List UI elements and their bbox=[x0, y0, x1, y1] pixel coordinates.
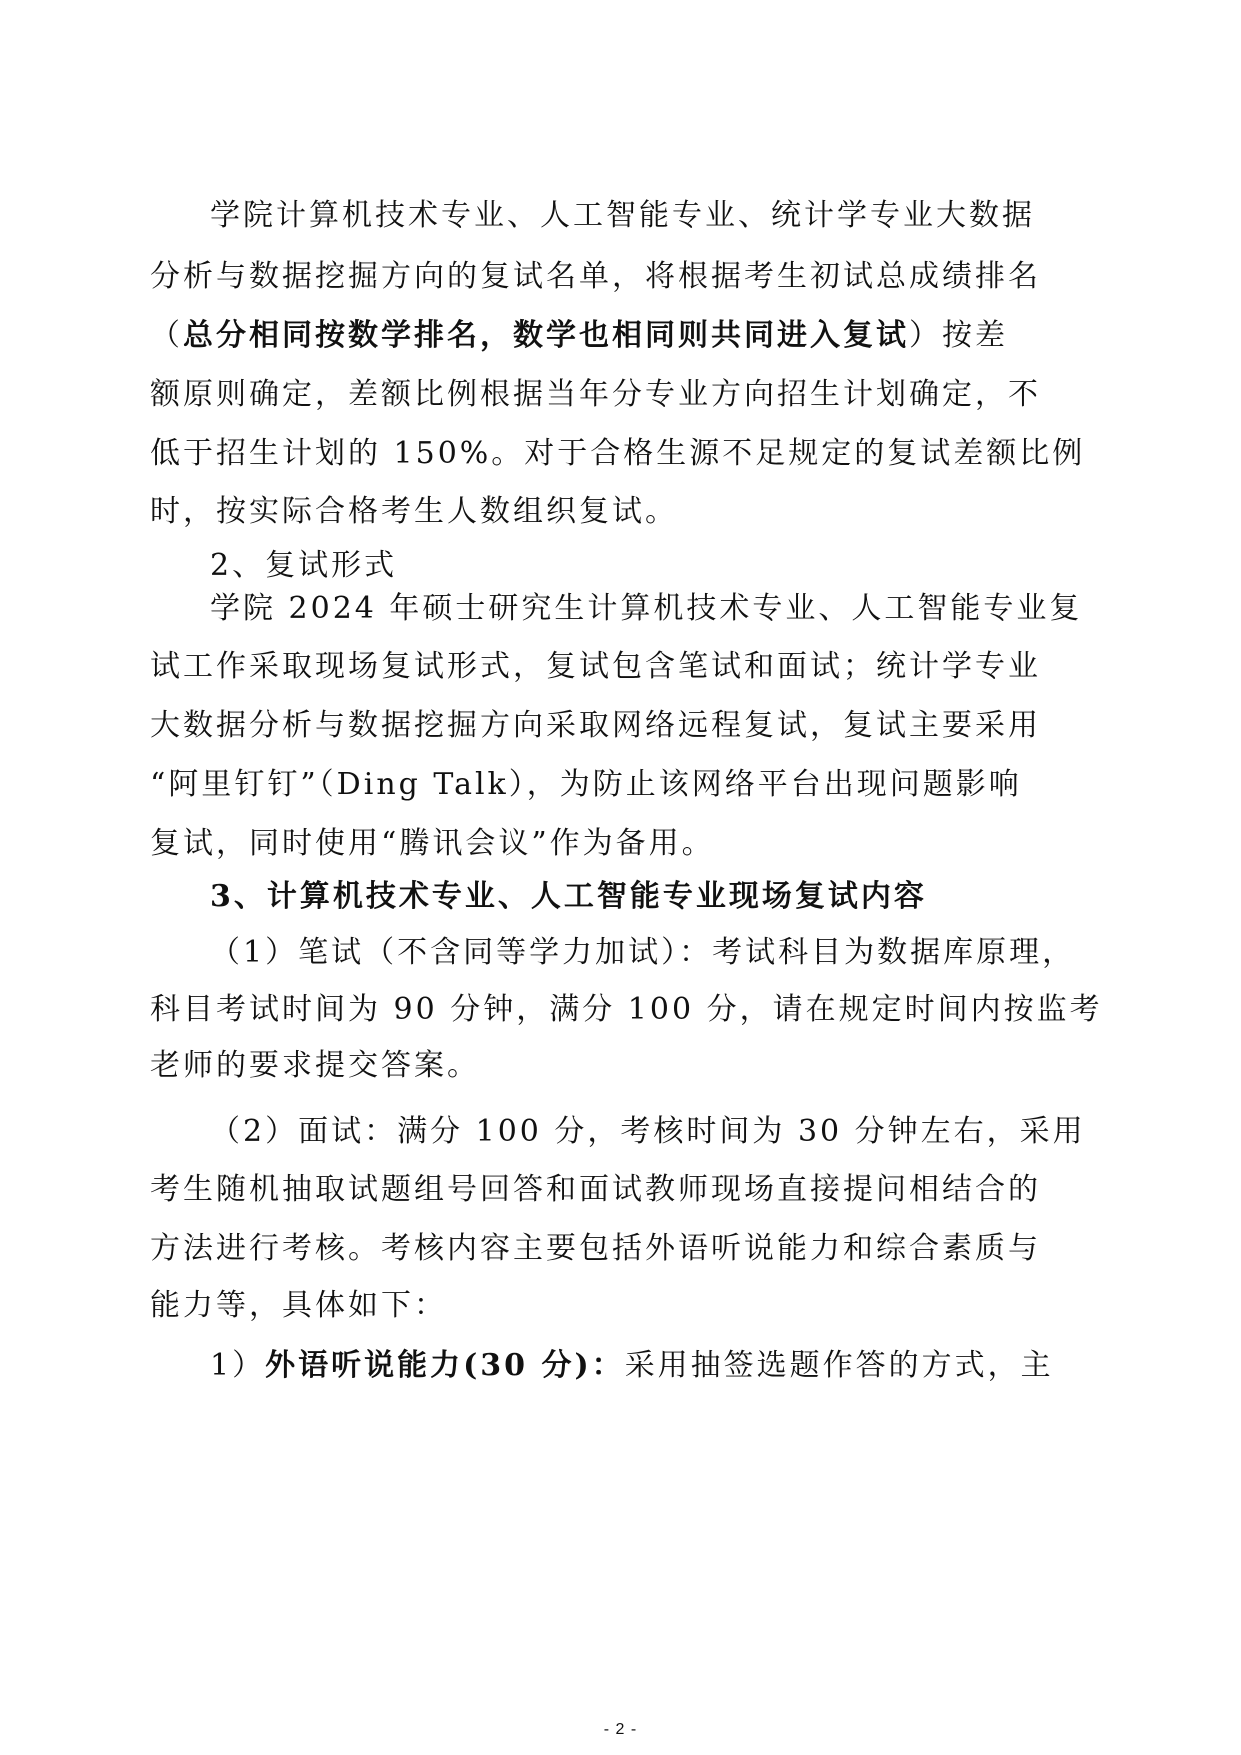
bold-rule-text: 总分相同按数学排名，数学也相同则共同进入复试 bbox=[183, 318, 909, 353]
written-exam-line3: 老师的要求提交答案。 bbox=[150, 1048, 480, 1083]
item1-bold-title: 外语听说能力(30 分)： bbox=[265, 1348, 625, 1383]
section2-heading: 2、复试形式 bbox=[210, 548, 398, 583]
item1-prefix: 1） bbox=[210, 1348, 266, 1383]
item1-line bbox=[210, 1346, 1054, 1386]
paragraph1-line3 bbox=[150, 316, 1008, 356]
interview-line1: （2）面试：满分 100 分，考核时间为 30 分钟左右，采用 bbox=[210, 1114, 1086, 1149]
paren-close-text: ）按差 bbox=[909, 318, 1008, 353]
interview-line4: 能力等，具体如下： bbox=[150, 1288, 447, 1323]
paragraph1-line6: 时，按实际合格考生人数组织复试。 bbox=[150, 494, 678, 529]
page-number: - 2 - bbox=[603, 1721, 638, 1738]
section3-heading: 3、计算机技术专业、人工智能专业现场复试内容 bbox=[210, 879, 927, 914]
paren-open: （ bbox=[150, 318, 183, 353]
section2-line2: 试工作采取现场复试形式，复试包含笔试和面试；统计学专业 bbox=[150, 649, 1041, 684]
written-exam-line1: （1）笔试（不含同等学力加试）：考试科目为数据库原理， bbox=[210, 935, 1076, 970]
paragraph1-line4: 额原则确定，差额比例根据当年分专业方向招生计划确定，不 bbox=[150, 377, 1041, 412]
interview-line2: 考生随机抽取试题组号回答和面试教师现场直接提问相结合的 bbox=[150, 1172, 1041, 1207]
interview-line3: 方法进行考核。考核内容主要包括外语听说能力和综合素质与 bbox=[150, 1231, 1041, 1266]
section2-line5: 复试，同时使用“腾讯会议”作为备用。 bbox=[150, 826, 715, 861]
section2-line3: 大数据分析与数据挖掘方向采取网络远程复试，复试主要采用 bbox=[150, 708, 1041, 743]
section2-line1: 学院 2024 年硕士研究生计算机技术专业、人工智能专业复 bbox=[210, 591, 1083, 626]
section2-line4: “阿里钉钉”（Ding Talk），为防止该网络平台出现问题影响 bbox=[150, 767, 1022, 802]
item1-rest: 采用抽签选题作答的方式，主 bbox=[624, 1348, 1054, 1383]
paragraph1-line2: 分析与数据挖掘方向的复试名单，将根据考生初试总成绩排名 bbox=[150, 259, 1041, 294]
paragraph1-line5: 低于招生计划的 150%。对于合格生源不足规定的复试差额比例 bbox=[150, 436, 1086, 471]
written-exam-line2: 科目考试时间为 90 分钟，满分 100 分，请在规定时间内按监考 bbox=[150, 992, 1103, 1027]
paragraph1-line1: 学院计算机技术专业、人工智能专业、统计学专业大数据 bbox=[210, 198, 1035, 233]
